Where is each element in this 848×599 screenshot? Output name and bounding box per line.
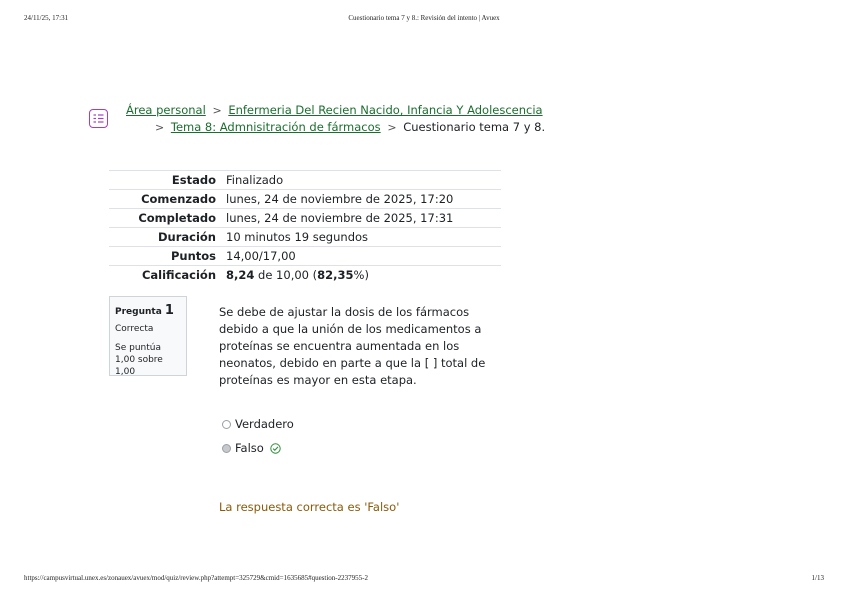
breadcrumb-link-topic[interactable]: Tema 8: Admnisitración de fármacos <box>170 120 381 134</box>
summary-value: lunes, 24 de noviembre de 2025, 17:31 <box>226 211 454 225</box>
grade-percent-tail: %) <box>353 268 369 283</box>
summary-label: Duración <box>157 230 216 244</box>
summary-row-comenzado <box>109 190 501 209</box>
chevron-right-icon: > <box>387 121 397 134</box>
chevron-right-icon: > <box>212 104 222 117</box>
summary-label: Puntos <box>170 249 216 263</box>
summary-row-duracion <box>109 228 501 247</box>
summary-value: 14,00/17,00 <box>226 249 296 263</box>
grade-value: 8,24 <box>226 268 255 283</box>
question-label: Pregunta <box>115 307 162 317</box>
radio-button-selected[interactable] <box>222 444 231 453</box>
question-text: Se debe de ajustar la dosis de los fármacos debido a que la unión de los medicamentos a proteínas se encuentra aumentada en los neonatos, debido en parte a que la [ ] total de proteínas es mayor en esta etapa. <box>219 305 486 387</box>
summary-value: Finalizado <box>226 173 284 187</box>
summary-label: Comenzado <box>141 192 216 206</box>
summary-label: Calificación <box>141 268 216 283</box>
breadcrumb-link-course[interactable]: Enfermeria Del Recien Nacido, Infancia Y Adolescencia <box>228 103 543 117</box>
answer-label: Verdadero <box>235 417 294 431</box>
question-info-box <box>109 296 187 376</box>
summary-label: Completado <box>138 211 216 225</box>
question-state: Correcta <box>115 324 154 334</box>
course-index-icon[interactable] <box>89 109 108 128</box>
right-answer-feedback: La respuesta correcta es 'Falso' <box>219 500 400 514</box>
question-grade: Se puntúa 1,00 sobre 1,00 <box>115 343 163 377</box>
summary-label: Estado <box>171 173 216 187</box>
breadcrumb <box>126 102 546 136</box>
print-page-title: Cuestionario tema 7 y 8.: Revisión del intento | Avuex <box>348 14 500 22</box>
summary-row-puntos <box>109 247 501 266</box>
summary-value <box>226 266 501 285</box>
grade-out-of: de 10,00 ( <box>254 268 318 283</box>
print-page-number: 1/13 <box>811 574 824 582</box>
answer-option-falso[interactable] <box>222 441 281 455</box>
breadcrumb-current: Cuestionario tema 7 y 8. <box>403 120 546 134</box>
grade-percent: 82,35 <box>317 268 354 283</box>
print-url: https://campusvirtual.unex.es/zonauex/avuex/mod/quiz/review.php?attempt=325729&cmid=1635685#question-2237955-2 <box>24 574 368 582</box>
summary-row-completado <box>109 209 501 228</box>
attempt-summary-table <box>109 170 501 285</box>
summary-value: 10 minutos 19 segundos <box>226 230 369 244</box>
print-datetime: 24/11/25, 17:31 <box>24 14 69 22</box>
chevron-right-icon: > <box>155 121 165 134</box>
question-number <box>115 303 181 318</box>
answer-label: Falso <box>235 441 264 455</box>
breadcrumb-link-area-personal[interactable]: Área personal <box>126 103 206 117</box>
summary-row-estado <box>109 171 501 190</box>
radio-button[interactable] <box>222 420 231 429</box>
check-circle-icon <box>270 443 281 454</box>
summary-row-calificacion <box>109 266 501 285</box>
question-number-value: 1 <box>164 303 174 318</box>
answer-option-verdadero[interactable] <box>222 417 294 431</box>
summary-value: lunes, 24 de noviembre de 2025, 17:20 <box>226 192 454 206</box>
